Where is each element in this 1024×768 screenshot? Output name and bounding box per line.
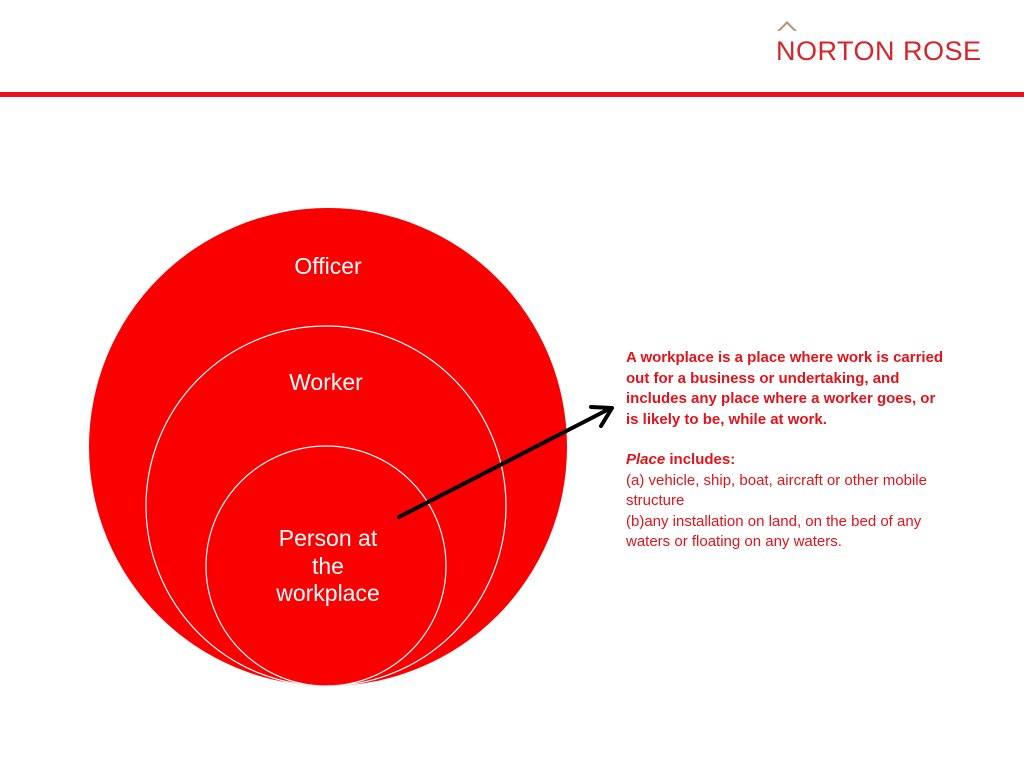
person-label-line-2: the — [312, 552, 344, 579]
workplace-definition: A workplace is a place where work is carried out for a business or undertaking, and includes any place where a worker goes, or is likely to be, while at work. — [626, 349, 944, 428]
logo-text: NORTON ROSE — [776, 36, 982, 66]
place-word: Place — [626, 451, 666, 468]
person-label-line-3: workplace — [276, 580, 380, 607]
worker-label: Worker — [289, 369, 363, 395]
includes-text: includes: — [665, 451, 736, 468]
place-includes-heading — [626, 450, 946, 471]
workplace-definition-callout — [626, 348, 946, 553]
officer-label: Officer — [294, 253, 362, 279]
person-label-line-1: Person at — [278, 525, 378, 551]
place-item-b: (b)any installation on land, on the bed of any waters or floating on any waters. — [626, 512, 922, 550]
place-item-a: (a) vehicle, ship, boat, aircraft or other mobile structure — [626, 471, 927, 509]
person-at-workplace-label — [240, 525, 416, 608]
